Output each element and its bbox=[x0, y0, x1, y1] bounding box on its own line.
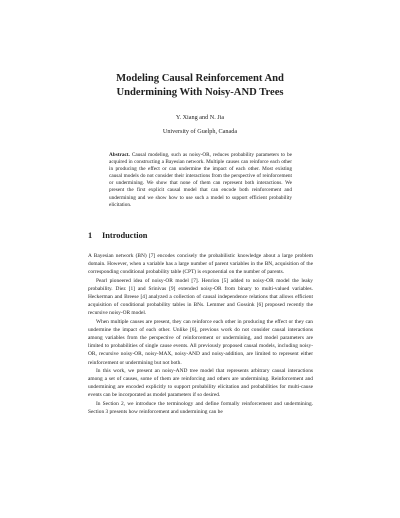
abstract-text: Causal modeling, such as noisy-OR, reduces probability parameters to be acquired in constructing a Bayesian network. Multiple causes can reinforce each other in producing the effect or can undermine the impact of each other. Most existing causal models do not consider their interactions from the perspective of reinforcement or undermining. We show that none of them can represent both interactions. We present the first explicit causal model that can encode both reinforcement and undermining and we show how to use such a model to support efficient probability elicitation. bbox=[109, 152, 292, 208]
section-heading bbox=[88, 231, 147, 240]
abstract bbox=[109, 152, 292, 209]
paragraph-2: Pearl pioneered idea of noisy-OR model [7]. Henrion [5] added to noisy-OR model the leaky probability. Diez [1] and Srinivas [9] extended noisy-OR from binary to multi-valued variables. Heckerman and Breese [4] analyzed a collection of causal independence relations that allows efficient acquisition of conditional probability tables in BNs. Lemmer and Gossink [6] proposed recently the recursive noisy-OR model. bbox=[88, 277, 313, 317]
paper-affiliation: University of Guelph, Canada bbox=[162, 128, 238, 135]
paragraph-4: In this work, we present an noisy-AND tree model that represents arbitrary causal interactions among a set of causes, some of them are reinforcing and others are undermining. Reinforcement and undermining are encoded explicitly to support probability elicitation and probabilities for multi-cause events can be incorporated as model parameters if so desired. bbox=[88, 367, 313, 399]
paper-title-line-2: Undermining With Noisy-AND Trees bbox=[116, 87, 284, 98]
section-body bbox=[88, 252, 313, 416]
paragraph-1: A Bayesian network (BN) [7] encodes concisely the probabilistic knowledge about a large problem domain. However, when a variable has a large number of parent variables in the BN, acquisition of the corresponding conditional probability table (CPT) is exponential on the number of parents. bbox=[88, 253, 313, 276]
paper-authors: Y. Xiang and N. Jia bbox=[175, 114, 225, 121]
section-number: 1 bbox=[88, 231, 93, 240]
paragraph-3: When multiple causes are present, they can reinforce each other in producing the effect or they can undermine the impact of each other. Unlike [6], previous work do not consider causal interactions among variables from the perspective of reinforcement or undermining, and model parameters are limited to probabilities of single cause events. All previously proposed causal models, including noisy-OR, recursive noisy-OR, noisy-MAX, noisy-AND and noisy-addition, are limited to represent either reinforcement or undermining but not both. bbox=[88, 318, 313, 366]
paper-title-line-1: Modeling Causal Reinforcement And bbox=[116, 73, 284, 84]
abstract-label: Abstract. bbox=[109, 152, 130, 158]
paragraph-5: In Section 2, we introduce the terminology and define formally reinforcement and undermining. Section 3 presents how reinforcement and undermining can be bbox=[88, 400, 313, 415]
section-title: Introduction bbox=[102, 231, 148, 240]
